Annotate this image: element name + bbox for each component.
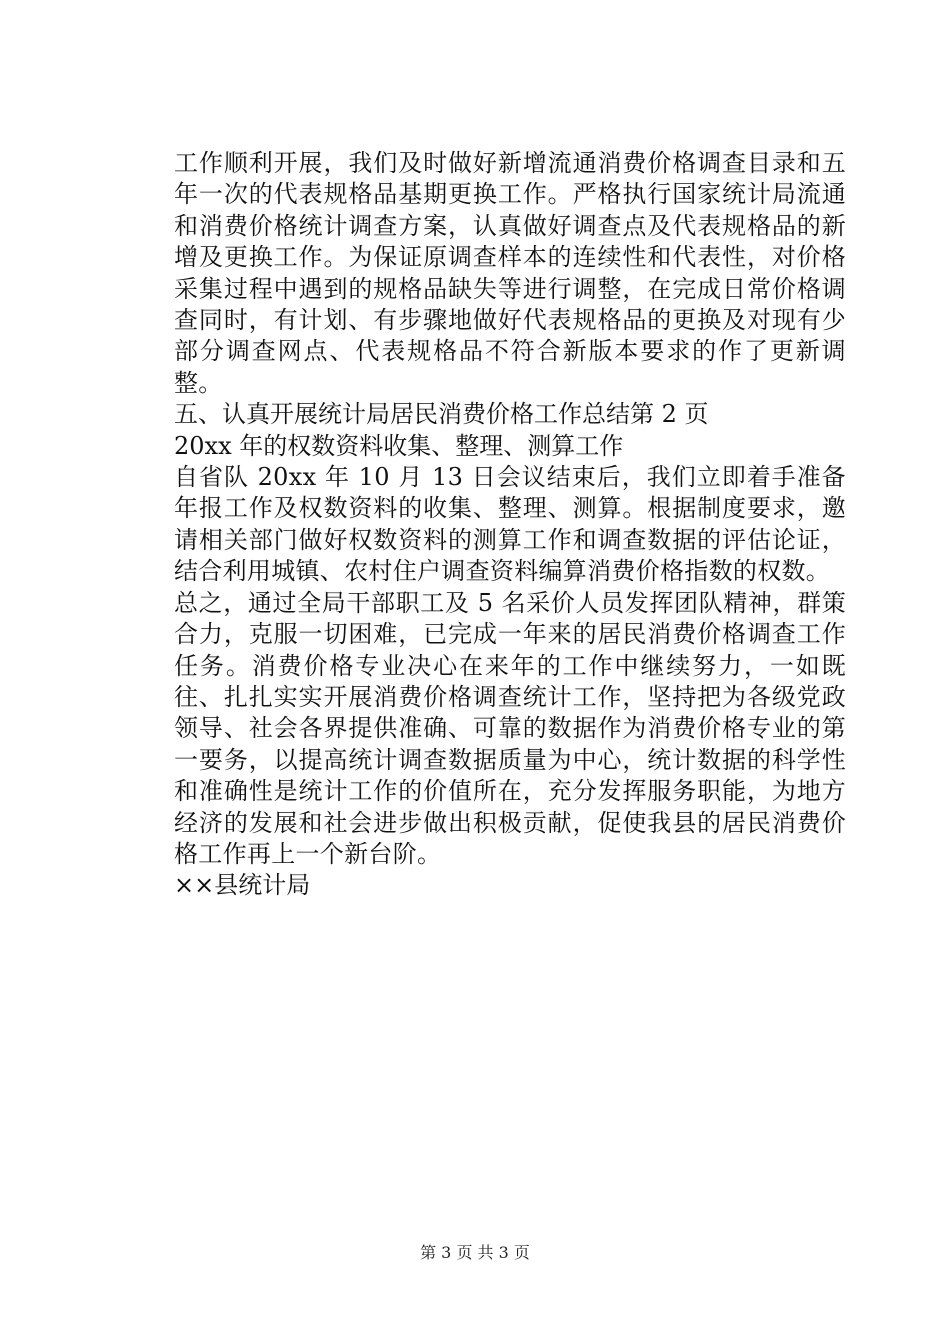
document-body (174, 148, 846, 902)
section-heading-line-1: 五、认真开展统计局居民消费价格工作总结第 2 页 (174, 400, 709, 429)
section-heading-line-2: 20xx 年的权数资料收集、整理、测算工作 (174, 431, 624, 460)
paragraph-weights: 自省队 20xx 年 10 月 13 日会议结束后，我们立即着手准备年报工作及权数资料的收集、整理、测算。根据制度要求，邀请相关部门做好权数资料的测算工作和调查数据的评估论证，结合利用城镇、农村住户调查资料编算消费价格指数的权数。 (174, 463, 846, 586)
paragraph-summary: 总之，通过全局干部职工及 5 名采价人员发挥团队精神，群策合力，克服一切困难，已完成一年来的居民消费价格调查工作任务。消费价格专业决心在来年的工作中继续努力，一如既往、扎扎实实开展消费价格调查统计工作，坚持把为各级党政领导、社会各界提供准确、可靠的数据作为消费价格专业的第一要务，以提高统计调查数据质量为中心，统计数据的科学性和准确性是统计工作的价值所在，充分发挥服务职能，为地方经济的发展和社会进步做出积极贡献，促使我县的居民消费价格工作再上一个新台阶。 (174, 588, 846, 868)
paragraph-continuation: 工作顺利开展，我们及时做好新增流通消费价格调查目录和五年一次的代表规格品基期更换工作。严格执行国家统计局流通和消费价格统计调查方案，认真做好调查点及代表规格品的新增及更换工作。为保证原调查样本的连续性和代表性，对价格采集过程中遇到的规格品缺失等进行调整，在完成日常价格调查同时，有计划、有步骤地做好代表规格品的更换及对现有少部分调查网点、代表规格品不符合新版本要求的作了更新调整。 (174, 149, 846, 397)
signature: ××县统计局 (174, 871, 311, 900)
page-footer: 第 3 页 共 3 页 (420, 1243, 530, 1262)
